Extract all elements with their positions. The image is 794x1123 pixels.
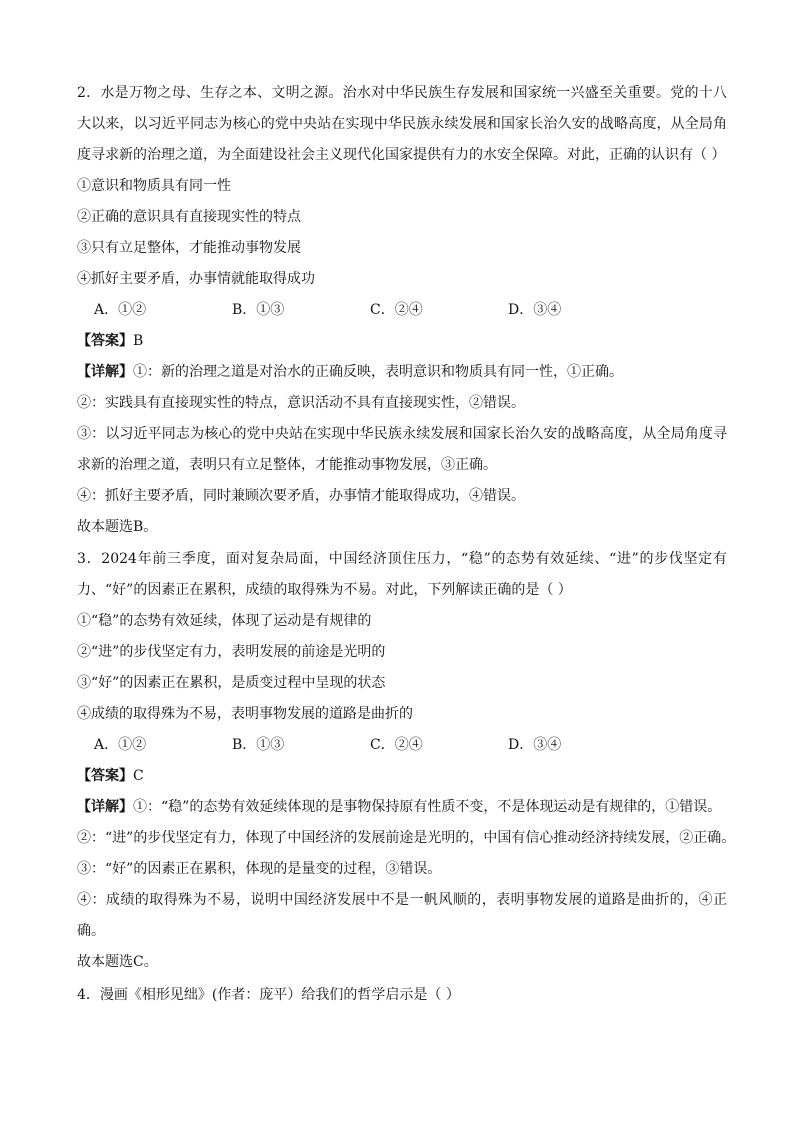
explanation-label: 【详解】 <box>77 364 133 380</box>
explanation-label: 【详解】 <box>77 799 133 815</box>
option-b: B．①③ <box>232 737 285 753</box>
option-d: D．③④ <box>508 302 562 318</box>
statement-2: ②正确的意识具有直接现实性的特点 <box>77 209 301 225</box>
statement-4: ④抓好主要矛盾，办事情就能取得成功 <box>77 271 315 287</box>
question-2 <box>77 78 727 543</box>
question-stem: 2．水是万物之母、生存之本、文明之源。治水对中华民族生存发展和国家统一兴盛至关重要。党的十八大以来，以习近平同志为核心的党中央站在实现中华民族永续发展和国家长治久安的战略高度，从全局角度寻求新的治理之道，为全面建设社会主义现代化国家提供有力的水安全保障。对此，正确的认识有（ ） <box>77 85 727 163</box>
answer-label: 【答案】 <box>77 768 133 784</box>
question-stem: 4．漫画《相形见绌》(作者：庞平）给我们的哲学启示是（ ） <box>77 987 460 1003</box>
explanation-2: ②：“进”的步伐坚定有力，体现了中国经济的发展前途是光明的，中国有信心推动经济持续发展，②正确。 <box>77 830 736 846</box>
question-3 <box>77 544 736 978</box>
answer-line <box>77 326 727 357</box>
explanation-1: 【详解】①：“稳”的态势有效延续体现的是事物保持原有性质不变，不是体现运动是有规律的，①错误。 <box>77 799 722 815</box>
answer-label: 【答案】 <box>77 333 133 349</box>
statement-3: ③只有立足整体，才能推动事物发展 <box>77 240 301 256</box>
option-c: C．②④ <box>370 737 423 753</box>
explanation-4: ④：抓好主要矛盾，同时兼顾次要矛盾，办事情才能取得成功，④错误。 <box>77 488 525 504</box>
answer-value: B <box>133 333 144 349</box>
conclusion: 故本题选B。 <box>77 519 158 535</box>
question-4 <box>77 980 727 1011</box>
statement-3: ③“好”的因素正在累积，是质变过程中呈现的状态 <box>77 675 386 691</box>
option-c: C．②④ <box>370 302 423 318</box>
explanation-2: ②：实践具有直接现实性的特点，意识活动不具有直接现实性，②错误。 <box>77 395 525 411</box>
explanation-3: ③：以习近平同志为核心的党中央站在实现中华民族永续发展和国家长治久安的战略高度，从全局角度寻求新的治理之道，表明只有立足整体，才能推动事物发展，③正确。 <box>77 426 727 473</box>
option-b: B．①③ <box>232 302 285 318</box>
explanation-3: ③：“好”的因素正在累积，体现的是量变的过程，③错误。 <box>77 861 442 877</box>
answer-line <box>77 761 727 792</box>
statement-2: ②“进”的步伐坚定有力，表明发展的前途是光明的 <box>77 644 386 660</box>
statement-4: ④成绩的取得殊为不易，表明事物发展的道路是曲折的 <box>77 706 413 722</box>
explanation-4: ④：成绩的取得殊为不易，说明中国经济发展中不是一帆风顺的，表明事物发展的道路是曲折的，④正确。 <box>77 892 727 939</box>
explanation-1: 【详解】①：新的治理之道是对治水的正确反映，表明意识和物质具有同一性，①正确。 <box>77 364 623 380</box>
options-row <box>77 295 727 326</box>
options-row <box>77 730 727 761</box>
option-a: A．①② <box>94 302 147 318</box>
answer-value: C <box>133 768 144 784</box>
option-a: A．①② <box>94 737 147 753</box>
statement-1: ①“稳”的态势有效延续，体现了运动是有规律的 <box>77 613 372 629</box>
option-d: D．③④ <box>508 737 562 753</box>
statement-1: ①意识和物质具有同一性 <box>77 178 231 194</box>
conclusion: 故本题选C。 <box>77 954 158 970</box>
question-stem: 3．2024年前三季度，面对复杂局面，中国经济顶住压力，“稳”的态势有效延续、“进”的步伐坚定有力、“好”的因素正在累积，成绩的取得殊为不易。对此，下列解读正确的是（ ） <box>77 551 727 598</box>
